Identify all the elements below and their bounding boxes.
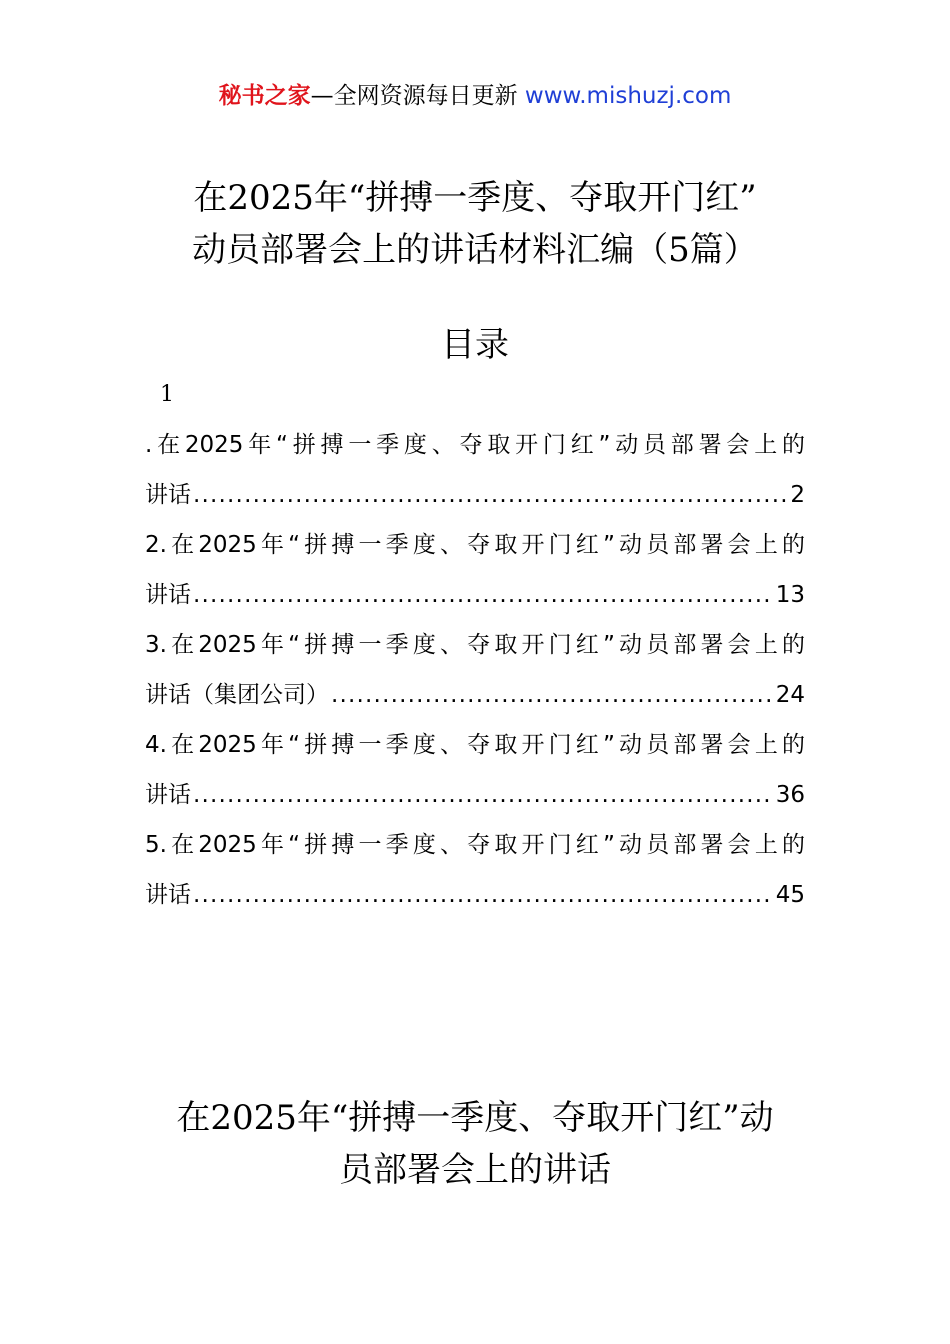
toc-page-number: 36 [775, 782, 805, 808]
document-title-line-2: 动员部署会上的讲话材料汇编（5篇） [192, 230, 758, 270]
toc-entry-continuation [145, 570, 805, 620]
toc-entry-title: .在2025年“拼搏一季度、夺取开门红”动员部署会上的 [145, 432, 805, 458]
toc-entry-title-end: 讲话（集团公司） [145, 682, 329, 708]
section-title-line-2: 员部署会上的讲话 [339, 1150, 611, 1190]
toc-entry-title-end: 讲话 [145, 782, 191, 808]
toc-page-number: 45 [775, 882, 805, 908]
toc-heading: 目录 [441, 325, 509, 365]
toc-dot-leader [193, 870, 774, 920]
toc-entry-title-end: 讲话 [145, 582, 191, 608]
toc-entry-title: 4.在2025年“拼搏一季度、夺取开门红”动员部署会上的 [145, 732, 805, 758]
toc-entry-continuation [145, 770, 805, 820]
toc-dot-leader [193, 570, 774, 620]
toc-page-number: 2 [790, 482, 805, 508]
toc-entry-title: 3.在2025年“拼搏一季度、夺取开门红”动员部署会上的 [145, 632, 805, 658]
toc-page-number: 24 [775, 682, 805, 708]
site-header [0, 80, 950, 112]
toc-entry-4[interactable] [145, 720, 805, 820]
toc-entry-title: 5.在2025年“拼搏一季度、夺取开门红”动员部署会上的 [145, 832, 805, 858]
toc-entry-5[interactable] [145, 820, 805, 920]
document-title-line-1: 在2025年“拼搏一季度、夺取开门红” [193, 178, 757, 218]
site-url-link[interactable]: www.mishuzj.com [524, 83, 732, 109]
toc-dot-leader [193, 770, 774, 820]
table-of-contents [145, 420, 805, 920]
toc-dot-leader [331, 670, 774, 720]
toc-dot-leader [193, 470, 788, 520]
document-title [0, 172, 950, 276]
toc-page-number: 13 [775, 582, 805, 608]
toc-entry-continuation [145, 670, 805, 720]
toc-entry-title: 2.在2025年“拼搏一季度、夺取开门红”动员部署会上的 [145, 532, 805, 558]
toc-entry-1[interactable] [145, 420, 805, 520]
toc-entry-continuation [145, 870, 805, 920]
section-title-line-1: 在2025年“拼搏一季度、夺取开门红”动 [176, 1098, 774, 1138]
toc-stray-number: 1 [160, 382, 174, 407]
toc-entry-3[interactable] [145, 620, 805, 720]
site-slogan: —全网资源每日更新 [310, 83, 518, 109]
toc-entry-title-end: 讲话 [145, 882, 191, 908]
toc-entry-title-end: 讲话 [145, 482, 191, 508]
toc-entry-2[interactable] [145, 520, 805, 620]
site-brand: 秘书之家 [218, 83, 311, 109]
toc-entry-continuation [145, 470, 805, 520]
section-title [0, 1092, 950, 1196]
